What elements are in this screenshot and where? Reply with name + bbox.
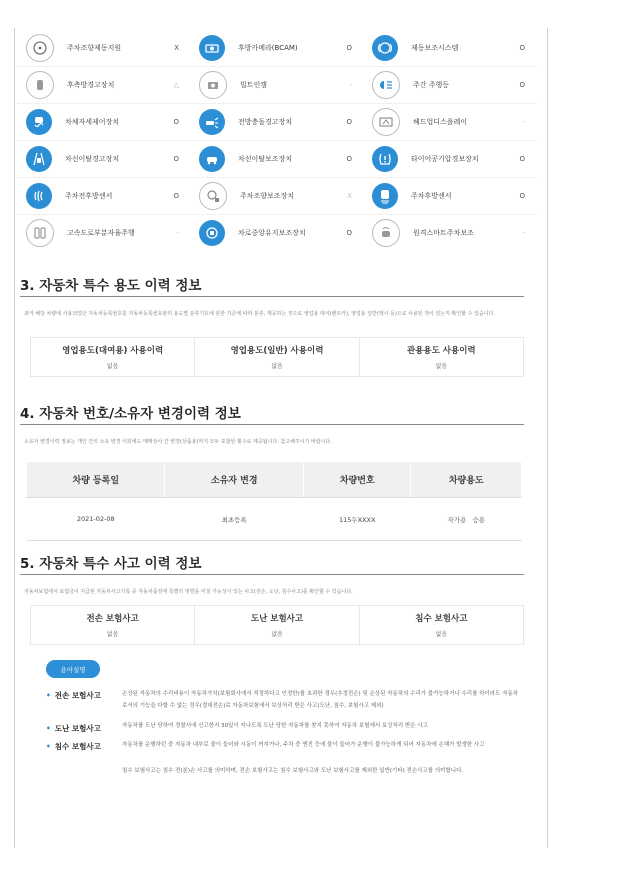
option-label: 주차후방센서 [411, 192, 452, 200]
history-value: 없음 [106, 363, 119, 370]
option-status: X [347, 192, 352, 200]
options-grid [18, 30, 538, 251]
option-item [191, 178, 364, 214]
option-label: 주차조향제동지원 [67, 44, 122, 52]
section-title: 4. 자동차 번호/소유자 변경이력 정보 [20, 406, 241, 422]
option-status: O [519, 155, 525, 163]
option-item [191, 30, 364, 66]
remote-parking-icon [372, 219, 400, 247]
option-status: - [176, 229, 179, 237]
history-value: 없음 [435, 363, 448, 370]
option-label: 제동보조시스템 [411, 44, 459, 52]
option-status: O [173, 155, 179, 163]
table-row [27, 498, 522, 541]
option-label: 고속도로부분자율주행 [67, 229, 135, 237]
option-status: O [346, 155, 352, 163]
option-label: 주차전후방센서 [65, 192, 113, 200]
term-label: 도난 보험사고 [54, 724, 101, 733]
option-status: O [173, 192, 179, 200]
section-description: 자동차보험에서 보험금이 지급된 자동차사고기록 중 자동차품질에 특별히 영향을 미칠 가능성이 있는 사고(전손, 도난, 침수사고)를 확인할 수 있습니다. [24, 589, 353, 595]
table-cell: 115두XXXX [303, 498, 410, 541]
option-status: - [349, 81, 352, 89]
option-item [364, 67, 537, 103]
table-header-row [27, 462, 522, 498]
option-item [18, 67, 191, 103]
option-item [191, 215, 364, 251]
rear-sensor-icon [372, 183, 398, 209]
built-in-cam-icon [199, 71, 227, 99]
glossary-term [46, 723, 101, 734]
option-status: O [346, 229, 352, 237]
section-description: 소유자 변경이력 정보는 개인 간의 소유 변경 이외에도 매매상사 간 변경(상품용)까지 모두 포함된 횟수로 제공됩니다. 참고해주시기 바랍니다. [24, 439, 332, 445]
glossary-term [46, 690, 101, 701]
section-description: 과거 해당 차량에 사용되었던 자동차등록번호를 자동차등록번호판의 용도별 분류기호에 관한 기준에 따라 분류, 제공하는 것으로 영업용 대여(렌트카), 영업용 일반(택시 등)으로 사용된 적이 있는지 확인할 수 있습니다. [24, 311, 495, 317]
rear-camera-icon [199, 35, 225, 61]
head-up-display-icon [372, 108, 400, 136]
history-value: 없음 [271, 363, 283, 370]
ownership-change-table [26, 461, 522, 541]
option-item [364, 104, 537, 140]
bullet-icon: • [46, 691, 51, 700]
front-sensor-icon [26, 183, 52, 209]
glossary-definition: 자동차를 도난 당하여 경찰서에 신고한지 30일이 지나도록 도난 당한 자동차를 찾지 못하여 자동차 보험에서 보상처리 받은 사고 [122, 723, 428, 729]
accident-item [195, 606, 359, 644]
option-status: O [519, 81, 525, 89]
column-header: 차량용도 [411, 462, 522, 498]
option-status: O [173, 118, 179, 126]
option-label: 전방충돌경고장치 [238, 118, 293, 126]
column-header: 차량 등록일 [27, 462, 165, 498]
accident-item [31, 606, 195, 644]
table-cell: 2021-02-08 [27, 498, 165, 541]
history-label: 관용용도 사용이력 [406, 346, 476, 356]
table-cell: 최초등록 [165, 498, 303, 541]
glossary-note: 침수 보험사고는 침수 전(분)손 사고를 의미하며, 전손 보험사고는 침수 보험사고와 도난 보험사고를 제외한 일반(기타) 전손사고를 의미합니다. [122, 768, 464, 774]
options-row [18, 67, 538, 104]
option-item [18, 104, 191, 140]
option-status: X [174, 44, 179, 52]
option-item [18, 30, 191, 66]
section-divider [20, 296, 524, 297]
history-label: 영업용도(일반) 사용이력 [230, 346, 324, 356]
section-title: 5. 자동차 특수 사고 이력 정보 [20, 556, 202, 572]
column-header: 차량번호 [303, 462, 410, 498]
option-label: 주간 주행등 [413, 81, 450, 89]
options-row [18, 30, 538, 67]
option-label: 차선이탈보조장치 [238, 155, 293, 163]
bullet-icon: • [46, 724, 51, 733]
term-label: 전손 보험사고 [54, 691, 101, 700]
options-row [18, 215, 538, 251]
brake-assist-icon [372, 35, 398, 61]
glossary-button[interactable]: 용어설명 [46, 660, 100, 678]
option-label: 차체자세제어장치 [65, 118, 120, 126]
term-label: 침수 보험사고 [54, 742, 101, 751]
history-item [31, 338, 195, 376]
option-item [364, 141, 537, 177]
option-item [191, 104, 364, 140]
option-status: △ [173, 81, 179, 89]
forward-collision-icon [199, 109, 225, 135]
accident-label: 전손 보험사고 [86, 614, 139, 624]
glossary-definition: 자동차를 운행하던 중 자동차 내부로 물이 들어와 시동이 꺼지거나, 주차 중 엔진 등에 물이 들어가 운행이 불가능하게 되어 자동차에 손해가 발생한 사고 [122, 742, 485, 748]
auto-headlamp-icon [372, 71, 400, 99]
option-item [191, 67, 364, 103]
option-label: 차선이탈경고장치 [65, 155, 120, 163]
rear-side-warning-icon [26, 71, 54, 99]
option-item [18, 215, 191, 251]
column-header: 소유자 변경 [165, 462, 303, 498]
accident-item [360, 606, 523, 644]
accident-history [30, 605, 524, 645]
option-item [18, 141, 191, 177]
option-label: 주차조향보조장치 [240, 192, 295, 200]
history-item [360, 338, 523, 376]
option-label: 원격스마트주차보조 [413, 229, 474, 237]
options-row [18, 141, 538, 178]
history-item [195, 338, 359, 376]
special-use-history [30, 337, 524, 377]
highway-drive-icon [26, 219, 54, 247]
accident-value: 없음 [435, 631, 448, 638]
lane-centering-icon [199, 220, 225, 246]
table-cell: 자가용 승용 [411, 498, 522, 541]
section-divider [20, 574, 524, 575]
accident-label: 침수 보험사고 [415, 614, 468, 624]
steering-assist-icon [26, 34, 54, 62]
option-label: 차로중앙유지보조장치 [238, 229, 306, 237]
section-divider [20, 424, 524, 425]
option-item [191, 141, 364, 177]
accident-value: 없음 [106, 631, 119, 638]
history-label: 영업용도(대여용) 사용이력 [62, 346, 164, 356]
options-row [18, 104, 538, 141]
accident-value: 없음 [271, 631, 283, 638]
option-status: O [346, 118, 352, 126]
option-status: - [522, 229, 525, 237]
option-item [364, 30, 537, 66]
section-title: 3. 자동차 특수 용도 이력 정보 [20, 278, 202, 294]
stability-control-icon [26, 109, 52, 135]
option-status: - [522, 118, 525, 126]
parking-steer-icon [199, 182, 227, 210]
option-label: 후측방경고장치 [67, 81, 115, 89]
option-item [364, 178, 537, 214]
option-label: 헤드업디스플레이 [413, 118, 468, 126]
option-label: 후방카메라(BCAM) [238, 44, 298, 52]
option-item [364, 215, 537, 251]
glossary-definition: 손상된 자동차의 수리비용이 자동차가치(보험회사에서 적정하다고 인정한)를 초과한 경우(추정전손) 및 손상된 자동차의 수리가 불가능하거나 수리를 하더라도 자동차로서의 기능을 다할 수 없는 경우(절대전손)로 자동차보험에서 보상처리 받은 사고(도난, 침수, 보험사고 제외) [122, 691, 519, 709]
lane-keeping-icon [199, 146, 225, 172]
option-status: O [519, 192, 525, 200]
glossary-term [46, 741, 101, 752]
option-item [18, 178, 191, 214]
accident-label: 도난 보험사고 [250, 614, 304, 624]
bullet-icon: • [46, 742, 51, 751]
lane-departure-icon [26, 146, 52, 172]
option-label: 빌트인캠 [240, 81, 268, 89]
option-label: 타이어공기압경보장치 [411, 155, 479, 163]
tire-pressure-icon [372, 146, 398, 172]
options-row [18, 178, 538, 215]
option-status: O [519, 44, 525, 52]
option-status: O [346, 44, 352, 52]
